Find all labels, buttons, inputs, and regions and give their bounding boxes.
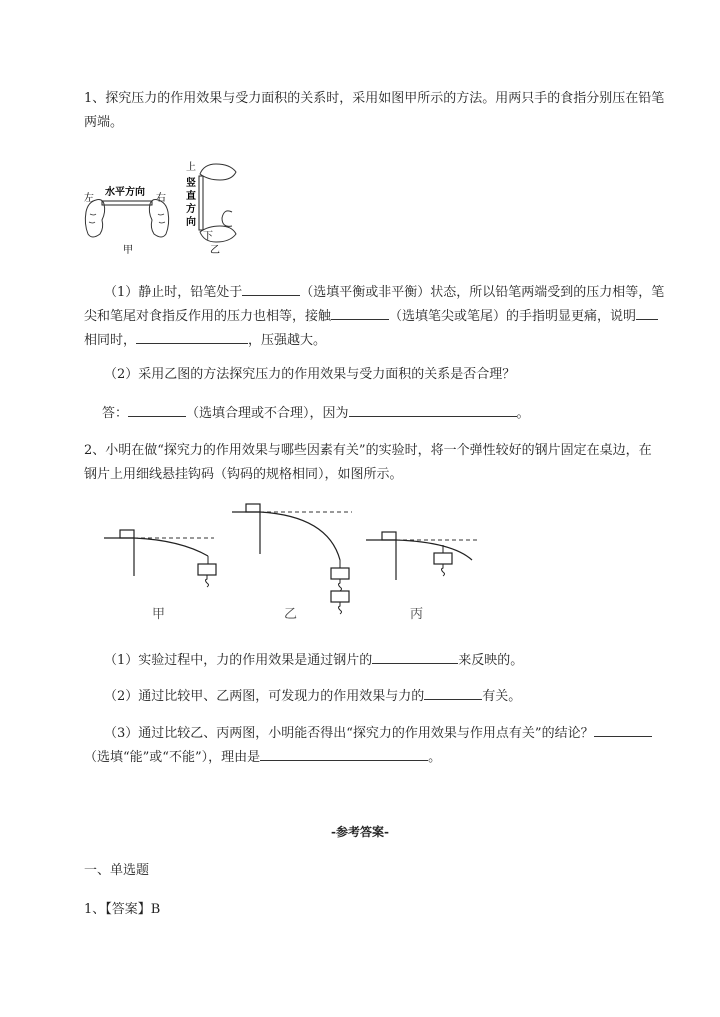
- q2-part2-text-a: （2）通过比较甲、乙两图，可发现力的作用效果与力的: [104, 689, 425, 704]
- q1-blank-condition-b[interactable]: [136, 329, 248, 344]
- right-fingers: [158, 214, 165, 223]
- q1-answer-end: 。: [516, 406, 530, 421]
- jia-strip: [134, 538, 208, 556]
- fig2-label-jia: 甲: [152, 607, 166, 622]
- answers-title: -参考答案-: [331, 825, 389, 839]
- q1-part1-line3: [84, 329, 326, 350]
- bing-weight: [434, 553, 452, 564]
- q2-part1-text-b: 来反映的。: [458, 653, 524, 668]
- yi-hook-2: [339, 602, 342, 614]
- yi-hook-1: [339, 579, 342, 591]
- q1-intro-line2: 两端。: [84, 115, 124, 130]
- fig1-up-label: 上: [186, 162, 196, 173]
- left-fingers: [89, 214, 96, 223]
- vertical-pencil: [199, 176, 203, 230]
- yi-strip: [260, 512, 340, 560]
- q1-part1-text-b: （选填平衡或非平衡）状态，所以铅笔两端受到的压力相等，笔: [300, 285, 665, 300]
- q1-part1-text-c: 尖和笔尾对食指反作用的压力也相等，接触: [84, 309, 332, 324]
- q2-figure: [100, 498, 500, 626]
- fig2-label-bing: 丙: [410, 607, 424, 622]
- q1-part1-text-e: 相同时，: [84, 333, 137, 348]
- q2-part2-text-b: 有关。: [482, 689, 522, 704]
- jia-hook: [206, 575, 209, 587]
- q1-part1-text-d: （选填笔尖或笔尾）的手指明显更痛，说明: [389, 309, 637, 324]
- q2-blank-force[interactable]: [424, 685, 482, 700]
- vertical-char-1: 竖: [186, 178, 196, 189]
- q1-intro-line1: 1、探究压力的作用效果与受力面积的关系时，采用如图甲所示的方法。用两只手的食指分别压在铅笔: [84, 91, 665, 106]
- yi-clamp: [246, 504, 260, 512]
- q2-part1: [104, 649, 523, 670]
- q1-blank-reason[interactable]: [349, 402, 517, 417]
- q1-figure: [82, 156, 252, 260]
- yi-weight-2: [331, 591, 349, 602]
- bing-hook: [442, 564, 445, 576]
- fig1-down-label: 下: [203, 231, 213, 242]
- q1-part2: （2）采用乙图的方法探究压力的作用效果与受力面积的关系是否合理？: [104, 367, 516, 382]
- yi-weight-1: [331, 568, 349, 579]
- q1-answer-line: [102, 402, 530, 423]
- q1-blank-end[interactable]: [331, 305, 389, 320]
- q2-part1-text-a: （1）实验过程中，力的作用效果是通过钢片的: [104, 653, 373, 668]
- vertical-char-3: 方: [186, 204, 196, 215]
- q2-part3-line2: [84, 746, 441, 767]
- q2-part3-text-c: 。: [428, 750, 442, 765]
- q1-answer-label: 答：: [102, 406, 129, 421]
- fig1-left-label: 左: [84, 193, 94, 204]
- vertical-char-4: 向: [186, 217, 196, 228]
- q2-blank-conclusion[interactable]: [594, 722, 652, 737]
- jia-clamp: [120, 530, 134, 538]
- q2-blank-effect[interactable]: [372, 649, 458, 664]
- bing-clamp: [382, 532, 396, 540]
- q1-answer-text: （选填合理或不合理），因为: [186, 406, 349, 421]
- fig2-label-yi: 乙: [284, 607, 298, 622]
- q2-part2: [104, 685, 521, 706]
- q1-part1-text-a: （1）静止时，铅笔处于: [104, 285, 243, 300]
- q2-part3-text-b: （选填“能”或“不能”），理由是: [84, 750, 261, 765]
- answers-first: 1、【答案】B: [84, 902, 161, 917]
- horizontal-pencil: [102, 201, 152, 205]
- q2-blank-reason[interactable]: [260, 746, 428, 761]
- q1-part1-line1: [104, 281, 664, 302]
- fig1-horizontal-label: 水平方向: [105, 187, 145, 198]
- fig1-label-yi: 乙: [210, 245, 220, 256]
- q1-blank-condition-a[interactable]: [636, 305, 658, 320]
- q2-intro-line2: 钢片上用细线悬挂钩码（钩码的规格相同），如图所示。: [84, 467, 403, 482]
- fig1-right-label: 右: [156, 193, 166, 204]
- jia-weight: [198, 564, 216, 575]
- top-hand: [200, 164, 236, 180]
- answers-section: 一、单选题: [84, 863, 150, 878]
- q2-part3-line1: [104, 722, 652, 743]
- thumb-curve: [222, 211, 232, 226]
- q1-part1-text-f: ，压强越大。: [248, 333, 327, 348]
- fig1-label-jia: 甲: [123, 245, 133, 256]
- q1-part1-line2: [84, 305, 658, 326]
- q2-intro-line1: 2、小明在做“探究力的作用效果与哪些因素有关”的实验时，将一个弹性较好的钢片固定在桌边，在: [84, 443, 652, 458]
- fig1-vertical-label: [186, 176, 199, 228]
- q2-part3-text-a: （3）通过比较乙、丙两图，小明能否得出“探究力的作用效果与作用点有关”的结论？: [104, 726, 594, 741]
- q1-blank-reasonable[interactable]: [128, 402, 186, 417]
- vertical-char-2: 直: [186, 191, 196, 202]
- q1-blank-state[interactable]: [242, 281, 300, 296]
